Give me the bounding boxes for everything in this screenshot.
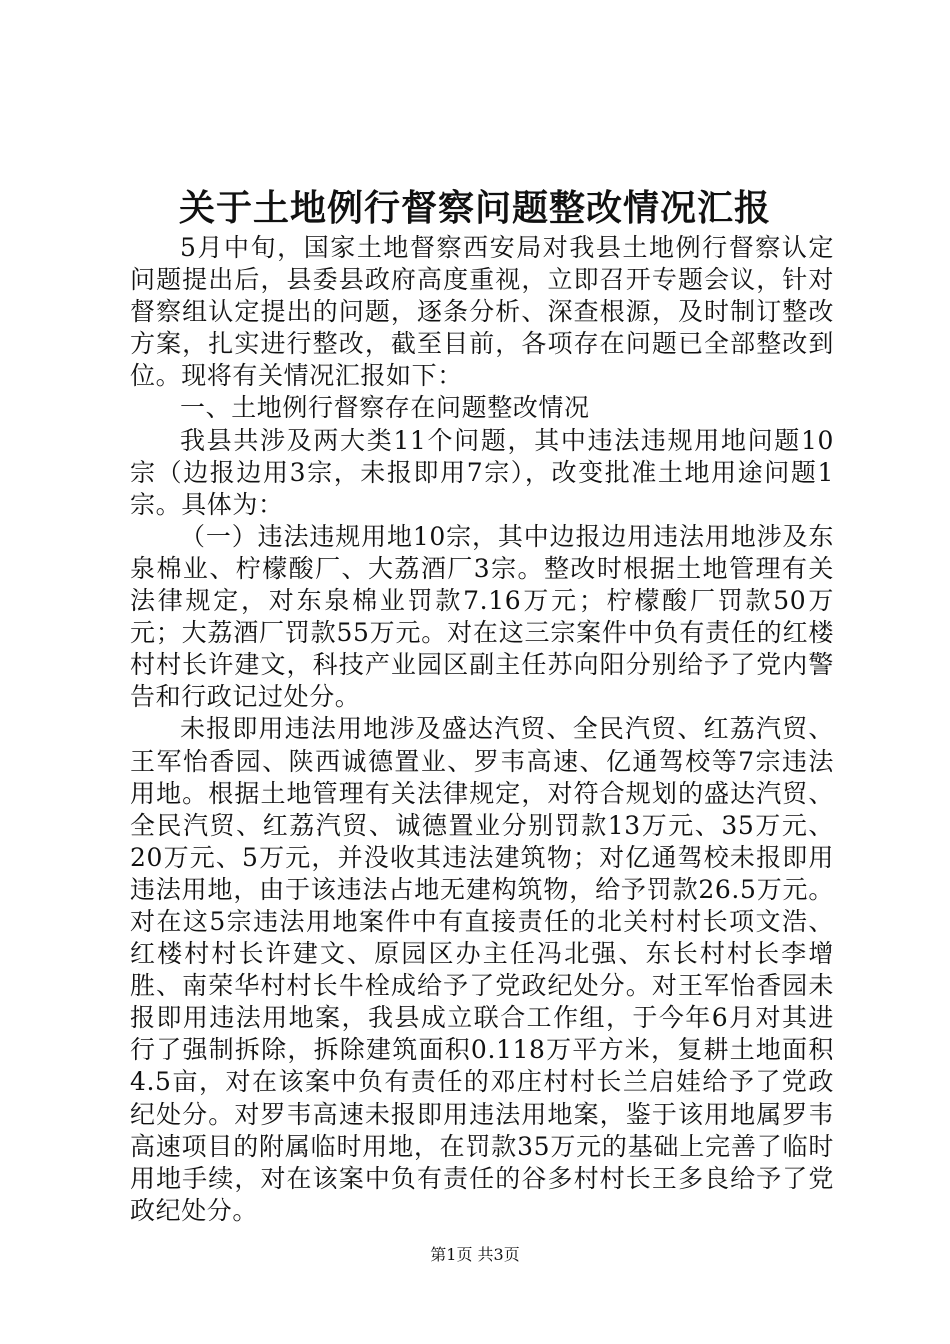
section-heading: 一、土地例行督察存在问题整改情况 — [180, 393, 590, 423]
page-footer: 第1页 共3页 — [430, 1245, 520, 1264]
document-body — [130, 232, 834, 1227]
document-title: 关于土地例行督察问题整改情况汇报 — [178, 187, 771, 229]
subsection-paragraph: （一）违法违规用地10宗，其中边报边用违法用地涉及东泉棉业、柠檬酸厂、大荔酒厂3宗。整改时根据土地管理有关法律规定，对东泉棉业罚款7.16万元；柠檬酸厂罚款50万元；大荔酒厂罚款55万元。对在这三宗案件中负有责任的红楼村村长许建文，科技产业园区副主任苏向阳分别给予了党内警告和行政记过处分。 — [130, 521, 834, 712]
detail-paragraph: 未报即用违法用地涉及盛达汽贸、全民汽贸、红荔汽贸、王军怡香园、陕西诚德置业、罗韦高速、亿通驾校等7宗违法用地。根据土地管理有关法律规定，对符合规划的盛达汽贸、全民汽贸、红荔汽贸、诚德置业分别罚款13万元、35万元、20万元、5万元，并没收其违法建筑物；对亿通驾校未报即用违法用地，由于该违法占地无建构筑物，给予罚款26.5万元。对在这5宗违法用地案件中有直接责任的北关村村长项文浩、红楼村村长许建文、原园区办主任冯北强、东长村村长李增胜、南荣华村村长牛栓成给予了党政纪处分。对王军怡香园未报即用违法用地案，我县成立联合工作组，于今年6月对其进行了强制拆除，拆除建筑面积0.118万平方米，复耕土地面积4.5亩，对在该案中负有责任的邓庄村村长兰启娃给予了党政纪处分。对罗韦高速未报即用违法用地案，鉴于该用地属罗韦高速项目的附属临时用地，在罚款35万元的基础上完善了临时用地手续，对在该案中负有责任的谷多村村长王多良给予了党政纪处分。 — [130, 714, 834, 1225]
intro-paragraph: 5月中旬，国家土地督察西安局对我县土地例行督察认定问题提出后，县委县政府高度重视，立即召开专题会议，针对督察组认定提出的问题，逐条分析、深查根源，及时制订整改方案，扎实进行整改，截至目前，各项存在问题已全部整改到位。现将有关情况汇报如下： — [130, 233, 834, 391]
summary-paragraph: 我县共涉及两大类11个问题，其中违法违规用地问题10宗（边报边用3宗，未报即用7宗），改变批准土地用途问题1宗。具体为： — [130, 425, 834, 519]
